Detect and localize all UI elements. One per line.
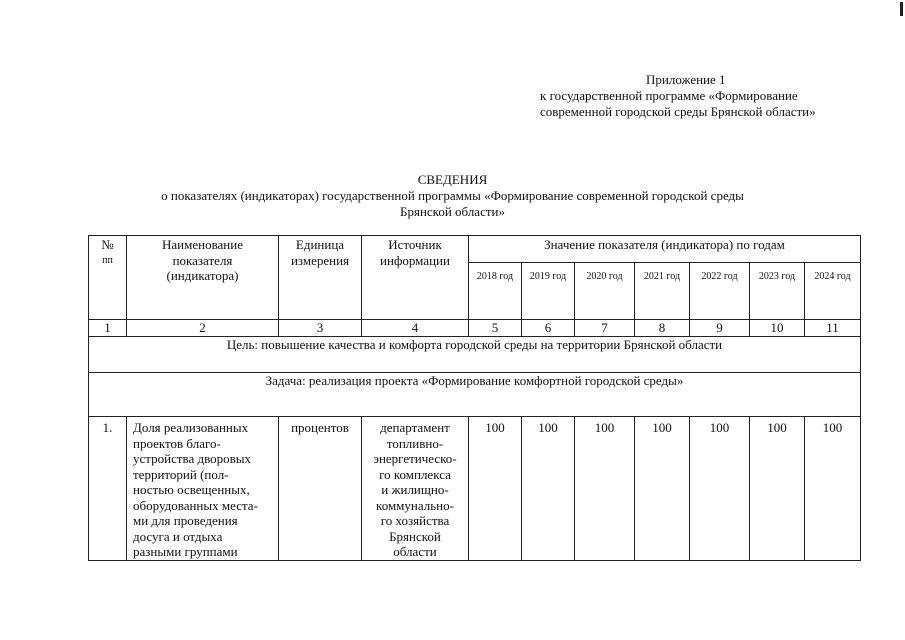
column-number: 10 — [750, 320, 805, 337]
header-unit: Единица измерения — [279, 236, 362, 320]
header-year: 2019 год — [522, 263, 575, 320]
row-name-line: ностью освещенных, — [133, 482, 250, 497]
column-number: 6 — [522, 320, 575, 337]
row-name-line: досуга и отдыха — [133, 528, 223, 544]
column-number: 9 — [690, 320, 750, 337]
column-number: 8 — [635, 320, 690, 337]
row-source — [362, 417, 469, 561]
goal-row — [89, 337, 861, 373]
task-text: Задача: реализация проекта «Формирование комфортной городской среды» — [89, 373, 861, 417]
row-source-line: департамент — [380, 420, 450, 435]
appendix-line-3: современной городской среды Брянской области» — [540, 104, 816, 119]
document-subtitle-line-1: о показателях (индикаторах) государственной программы «Формирование современной городской среды — [161, 188, 744, 203]
row-name-line: ми для проведения — [133, 513, 238, 528]
indicators-table — [88, 235, 861, 561]
header-name: Наименование показателя (индикатора) — [127, 236, 279, 320]
column-numbers-row — [89, 320, 861, 337]
row-source-line: Брянской — [389, 528, 441, 544]
row-name-line: Доля реализованных — [133, 420, 249, 435]
row-source-line: коммунально- — [376, 497, 454, 513]
row-value: 100 — [522, 417, 575, 561]
row-source-line: энергетическо- — [373, 451, 457, 466]
row-name-line: устройства дворовых — [133, 451, 252, 466]
row-source-line: области — [393, 544, 437, 559]
row-source-line: топливно- — [386, 435, 444, 451]
header-year: 2018 год — [469, 263, 522, 320]
row-value: 100 — [750, 417, 805, 561]
header-num — [89, 236, 127, 320]
row-value: 100 — [575, 417, 635, 561]
table-row — [89, 417, 861, 561]
row-name-line: проектов благо- — [133, 435, 221, 451]
edge-mark — [900, 2, 903, 16]
row-value: 100 — [469, 417, 522, 561]
header-row — [89, 236, 861, 263]
row-name — [127, 417, 279, 561]
column-number: 3 — [279, 320, 362, 337]
row-source-line: и жилищно- — [381, 482, 449, 497]
task-row — [89, 373, 861, 417]
row-source-line: го хозяйства — [380, 513, 450, 528]
appendix-note — [540, 72, 880, 120]
header-source: Источник информации — [362, 236, 469, 320]
header-year: 2023 год — [750, 263, 805, 320]
header-values-title: Значение показателя (индикатора) по годам — [469, 236, 861, 263]
row-name-line: территорий (пол- — [133, 466, 229, 482]
header-year: 2020 год — [575, 263, 635, 320]
column-number: 4 — [362, 320, 469, 337]
header-num-line-2: пп — [102, 254, 113, 266]
header-year: 2021 год — [635, 263, 690, 320]
column-number: 7 — [575, 320, 635, 337]
header-year: 2022 год — [690, 263, 750, 320]
document-title: СВЕДЕНИЯ — [417, 172, 488, 187]
row-name-line: оборудованных места- — [133, 497, 258, 513]
header-year: 2024 год — [805, 263, 861, 320]
row-num: 1. — [89, 417, 127, 561]
appendix-line-1: Приложение 1 — [646, 72, 726, 87]
row-value: 100 — [690, 417, 750, 561]
column-number: 2 — [127, 320, 279, 337]
row-value: 100 — [805, 417, 861, 561]
goal-text: Цель: повышение качества и комфорта городской среды на территории Брянской области — [89, 337, 861, 373]
row-value: 100 — [635, 417, 690, 561]
row-unit: процентов — [279, 417, 362, 561]
document-subtitle-line-2: Брянской области» — [400, 204, 505, 219]
document-heading — [0, 172, 905, 220]
column-number: 11 — [805, 320, 861, 337]
header-num-line-1: № — [101, 237, 114, 252]
column-number: 5 — [469, 320, 522, 337]
row-name-line: разными группами — [133, 544, 238, 559]
appendix-line-2: к государственной программе «Формирование — [540, 88, 798, 103]
column-number: 1 — [89, 320, 127, 337]
row-source-line: го комплекса — [379, 466, 451, 482]
